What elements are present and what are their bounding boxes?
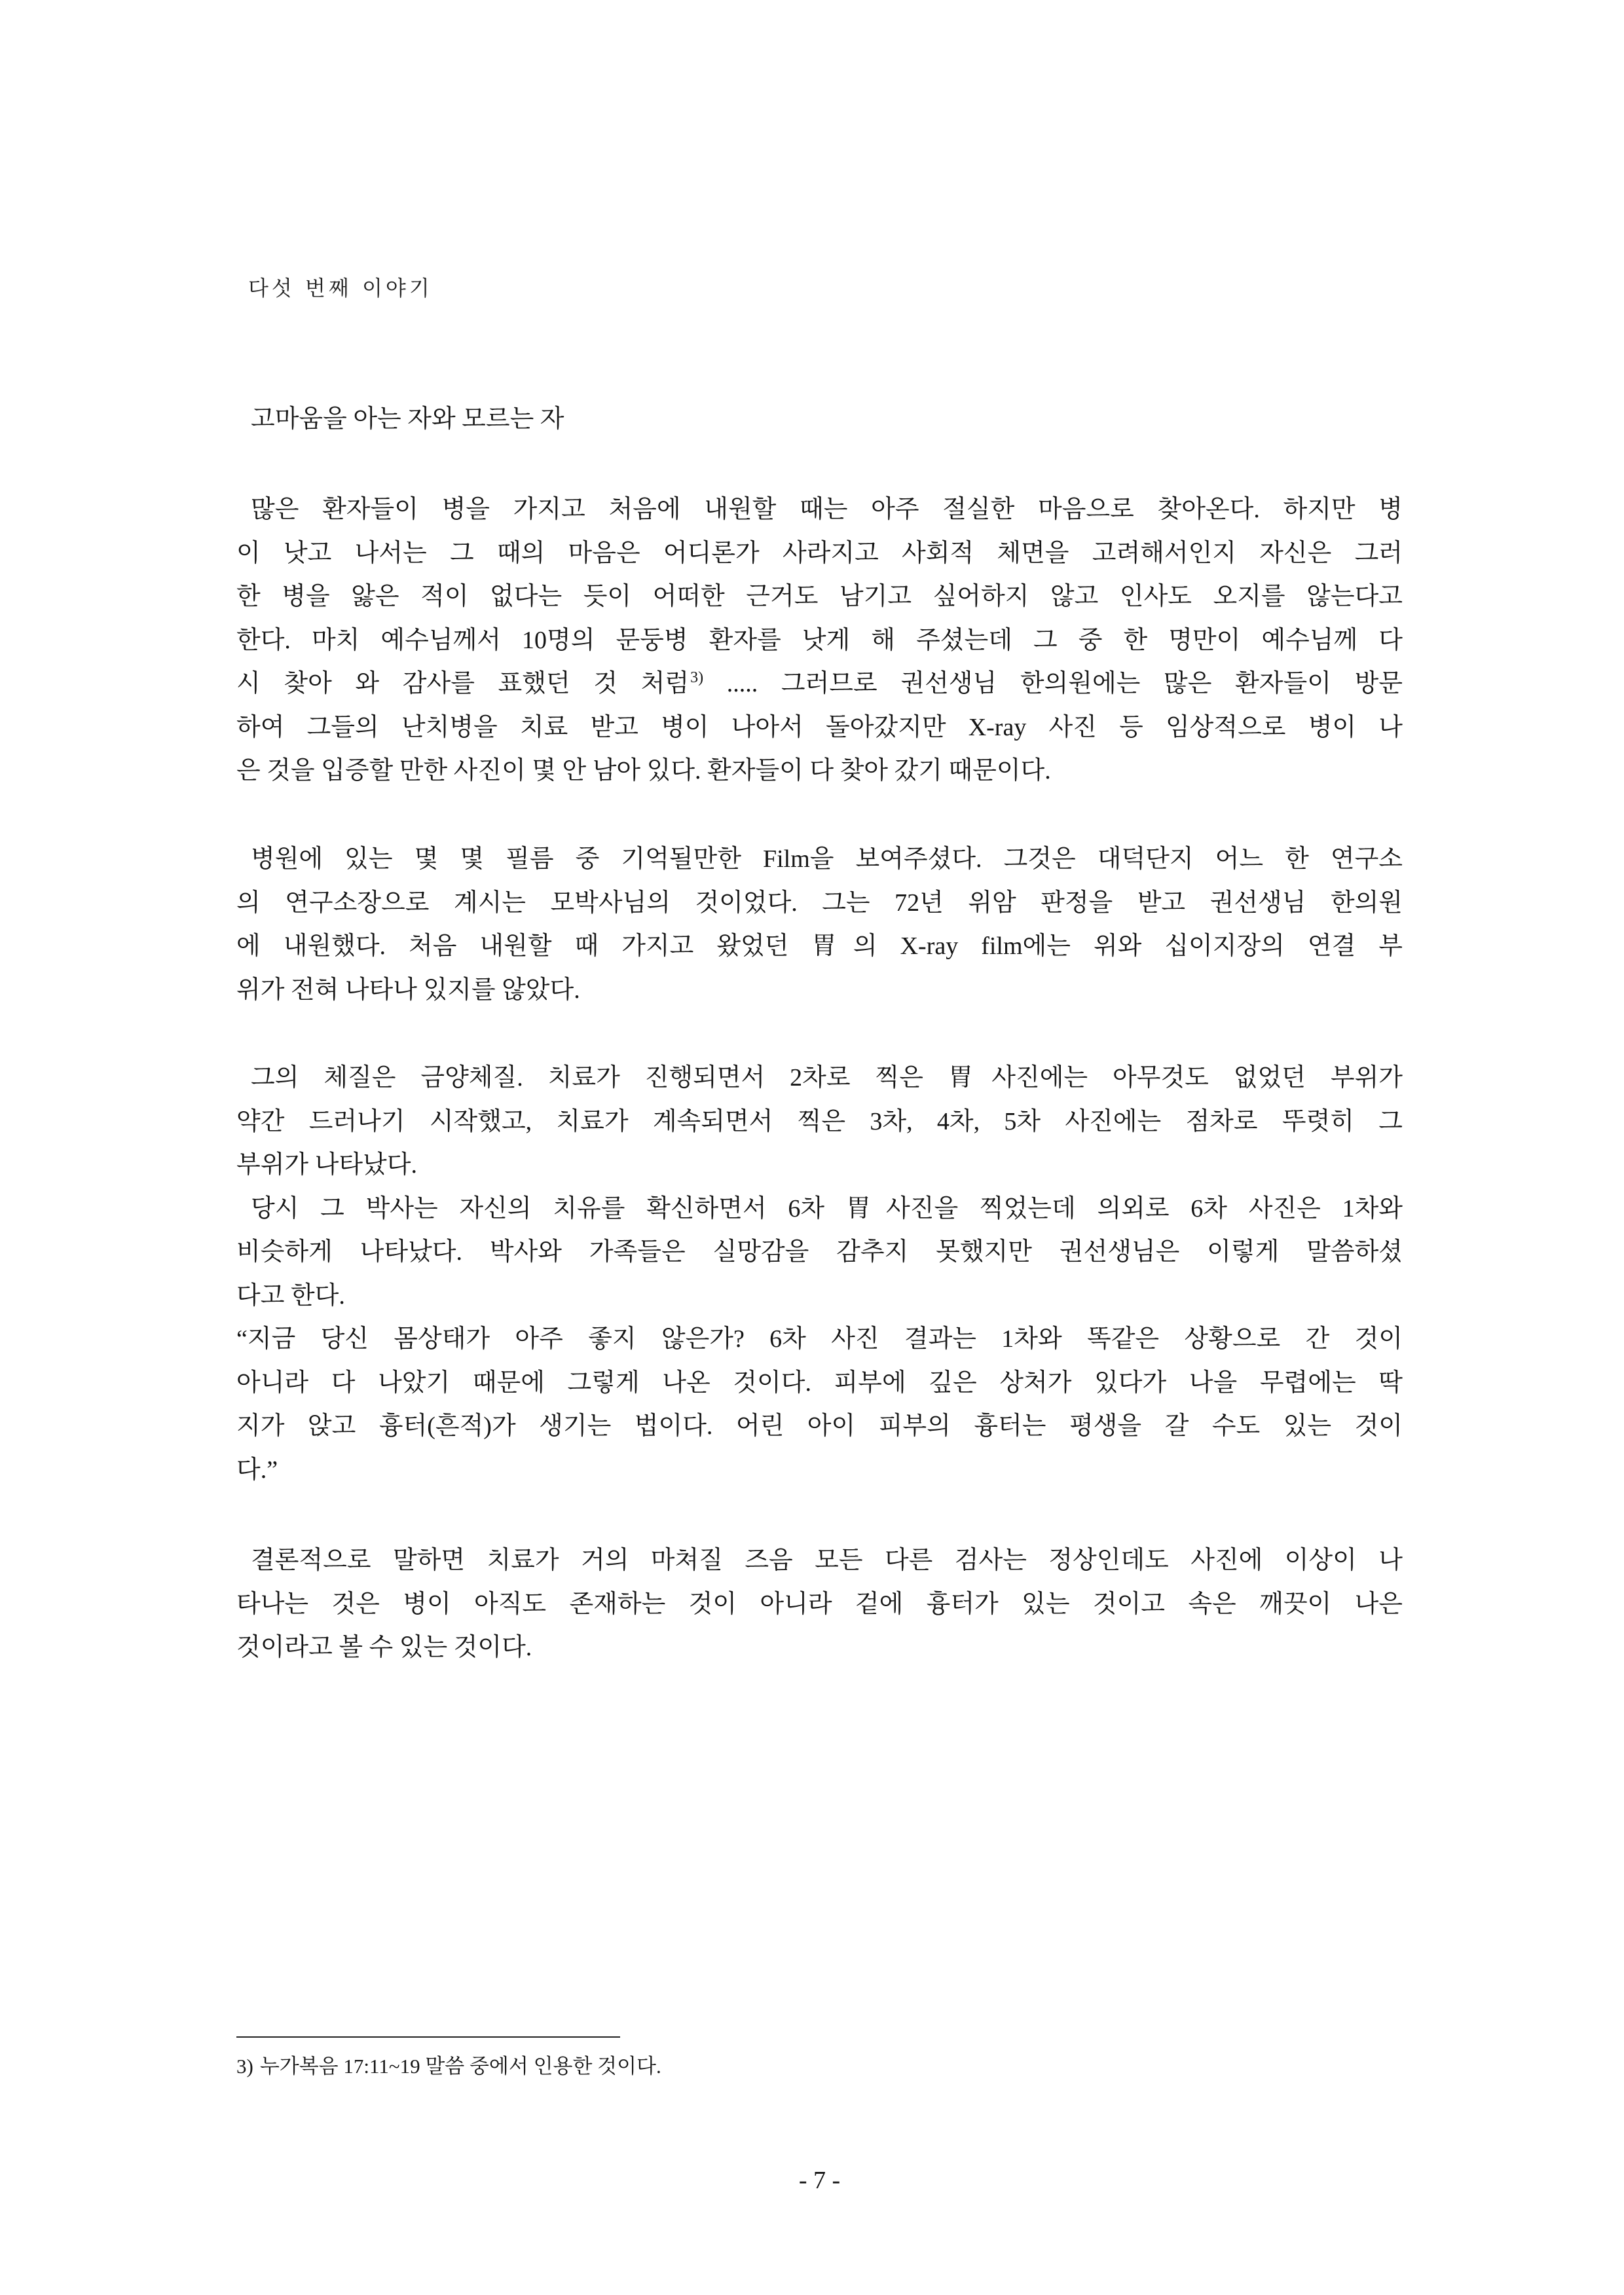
- text-line: 은 것을 입증할 만한 사진이 몇 안 남아 있다. 환자들이 다 찾아 갔기 때문이다.: [236, 757, 1051, 784]
- text-line: 당시 그 박사는 자신의 치유를 확신하면서 6차 胃사진을 찍었는데 의외로 6차 사진은 1차와: [251, 1194, 1403, 1222]
- text-line: 많은 환자들이 병을 가지고 처음에 내원할 때는 아주 절실한 마음으로 찾아온다. 하지만 병: [251, 496, 1403, 523]
- text-line: 것이라고 볼 수 있는 것이다.: [236, 1634, 532, 1661]
- text-line: 타나는 것은 병이 아직도 존재하는 것이 아니라 겉에 흉터가 있는 것이고 속은 깨끗이 나은: [236, 1590, 1403, 1618]
- footnote-rule: [236, 2036, 620, 2038]
- footnote-marker: 3): [236, 2055, 253, 2078]
- text-line: 약간 드러나기 시작했고, 치료가 계속되면서 찍은 3차, 4차, 5차 사진에는 점차로 뚜렷히 그: [236, 1107, 1403, 1135]
- paragraph: [236, 488, 1403, 793]
- quote-line: 다.”: [236, 1456, 278, 1484]
- text-segment: 시 찾아 와 감사를 표했던 것 처럼: [236, 670, 690, 697]
- text-line: 다고 한다.: [236, 1281, 345, 1310]
- footnote: [236, 2052, 661, 2081]
- text-line: 부위가 나타났다.: [236, 1151, 417, 1179]
- quote-line: “지금 당신 몸상태가 아주 좋지 않은가? 6차 사진 결과는 1차와 똑같은 상황으로 간 것이: [236, 1325, 1403, 1353]
- footnote-text: 누가복음 17:11~19 말씀 중에서 인용한 것이다.: [259, 2055, 661, 2078]
- text-line: [236, 662, 1403, 706]
- quote-line: 지가 앉고 흉터(흔적)가 생기는 법이다. 어린 아이 피부의 흉터는 평생을 갈 수도 있는 것이: [236, 1412, 1403, 1440]
- text-line: 이 낫고 나서는 그 때의 마음은 어디론가 사라지고 사회적 체면을 고려해서인지 자신은 그러: [236, 539, 1403, 567]
- text-line: 하여 그들의 난치병을 치료 받고 병이 나아서 돌아갔지만 X-ray 사진 등 임상적으로 병이 나: [236, 713, 1403, 741]
- page-number: - 7 -: [798, 2167, 841, 2194]
- text-line: 한다. 마치 예수님께서 10명의 문둥병 환자를 낫게 해 주셨는데 그 중 한 명만이 예수님께 다: [236, 626, 1403, 654]
- text-line: 비슷하게 나타났다. 박사와 가족들은 실망감을 감추지 못했지만 권선생님은 이렇게 말씀하셨: [236, 1238, 1403, 1266]
- text-line: 의 연구소장으로 계시는 모박사님의 것이었다. 그는 72년 위암 판정을 받고 권선생님 한의원: [236, 889, 1403, 917]
- text-line: 에 내원했다. 처음 내원할 때 가지고 왔었던 胃의 X-ray film에는 위와 십이지장의 연결 부: [236, 932, 1403, 960]
- footnote-ref: 3): [690, 669, 704, 687]
- text-segment: ..... 그러므로 권선생님 한의원에는 많은 환자들이 방문: [703, 670, 1403, 697]
- quote-line: 아니라 다 나았기 때문에 그렇게 나온 것이다. 피부에 깊은 상처가 있다가 나을 무렵에는 딱: [236, 1368, 1403, 1397]
- story-heading: 고마움을 아는 자와 모르는 자: [251, 405, 564, 433]
- text-line: 병원에 있는 몇 몇 필름 중 기억될만한 Film을 보여주셨다. 그것은 대덕단지 어느 한 연구소: [251, 845, 1403, 873]
- text-line: 위가 전혀 나타나 있지를 않았다.: [236, 976, 580, 1004]
- paragraph: [236, 837, 1403, 1012]
- story-label: 다섯 번째 이야기: [248, 276, 433, 301]
- paragraph: [236, 1539, 1403, 1670]
- text-line: 한 병을 앓은 적이 없다는 듯이 어떠한 근거도 남기고 싶어하지 않고 인사도 오지를 않는다고: [236, 583, 1403, 610]
- text-line: 결론적으로 말하면 치료가 거의 마쳐질 즈음 모든 다른 검사는 정상인데도 사진에 이상이 나: [251, 1547, 1403, 1574]
- text-line: 그의 체질은 금양체질. 치료가 진행되면서 2차로 찍은 胃사진에는 아무것도 없었던 부위가: [251, 1064, 1403, 1092]
- paragraph: [236, 1056, 1403, 1492]
